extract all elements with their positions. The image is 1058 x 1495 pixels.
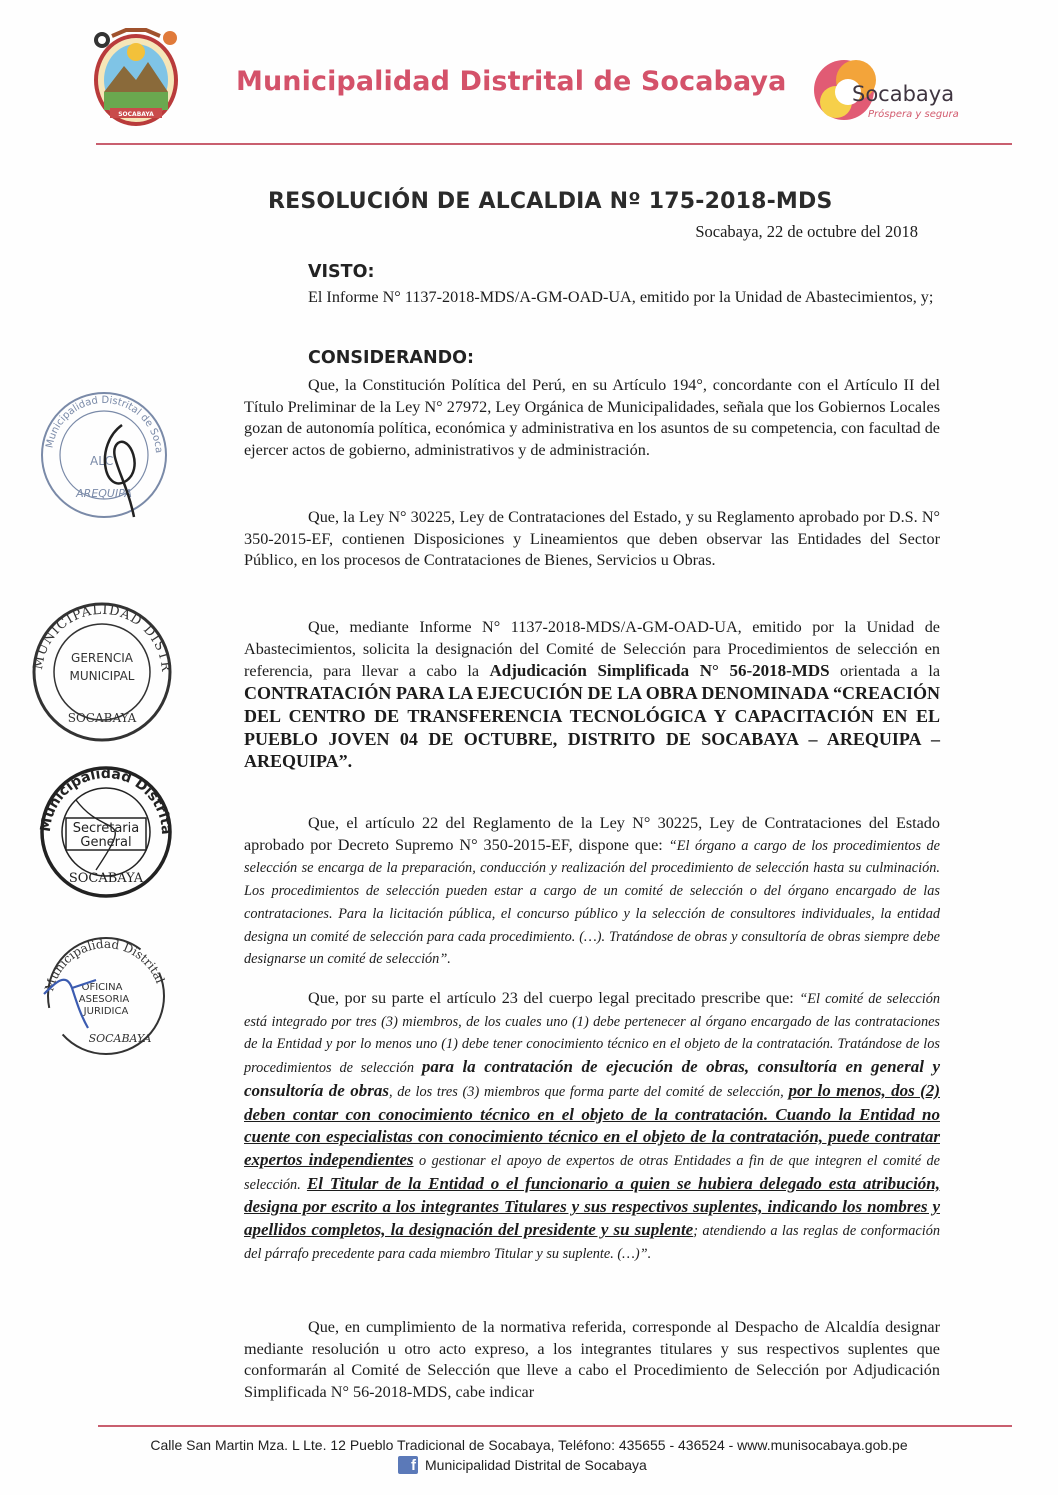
gerencia-stamp-line2: MUNICIPAL [69, 669, 135, 683]
secretaria-stamp-line1: Secretaria [72, 821, 140, 836]
alcaldia-stamp-ring-text: Municipalidad Distrital de Soca [44, 394, 165, 454]
gerencia-municipal-stamp [26, 596, 176, 746]
p5-bold-italic-1: para la contratación de ejecución de obras, consultoría en general y consultoría de obras [244, 1057, 940, 1100]
considerando-paragraph-2: Que, la Ley N° 30225, Ley de Contrataciones del Estado, y su Reglamento aprobado por D.S. N° 350-2015-EF, contienen Disposiciones y Lineamientos que deben observar las Entidades del Sector Público, en los procesos de Contrataciones de Bienes, Servicios u Obras. [244, 508, 940, 570]
asesoria-stamp-line1: OFICINA [81, 982, 123, 993]
asesoria-juridica-stamp [36, 932, 176, 1056]
asesoria-stamp-line3: JURIDICA [83, 1006, 129, 1017]
p5-quote-italic-2: , de los tres (3) miembros que forma parte del comité de selección, [388, 1083, 789, 1100]
secretaria-stamp-bottom: SOCABAYA [68, 871, 144, 886]
secretaria-general-stamp [36, 760, 176, 900]
p3-text-c: orientada a la [829, 662, 940, 681]
footer-divider [98, 1425, 1012, 1427]
p3-text-a: Que, mediante Informe N° 1137-2018-MDS/A-GM-OAD-UA, emitido por la Unidad de Abastecimientos, solicita la designación del Comité de Selección para Procedimientos de selección en referencia, para llevar a cabo la [244, 618, 940, 681]
p4-quote-italic: “El órgano a cargo de los procedimientos de selección se encarga de la preparación, conducción y realización del procedimiento de selección hasta su culminación. Los procedimientos de selección pueden estar a cargo de un comité de selección o del órgano encargado de las contrataciones. Para la licitación pública, el concurso público y la selección de consultores individuales, la entidad designa un comité de selección para cada procedimiento. (…). Tratándose de obras y consultoría de obras siempre debe designarse un comité de selección”. [244, 837, 941, 968]
brand-tagline: Próspera y segura [868, 109, 959, 120]
asesoria-stamp-ring-text: Municipalidad Distrital [42, 936, 168, 993]
header-divider [96, 143, 1012, 145]
p4-text-a: Que, el artículo 22 del Reglamento de la Ley N° 30225, Ley de Contrataciones del Estado aprobado por Decreto Supremo N° 350-2015-EF, dispone que: [244, 814, 940, 854]
asesoria-stamp-line2: ASESORIA [78, 994, 130, 1005]
resolution-title: RESOLUCIÓN DE ALCALDIA Nº 175-2018-MDS [268, 189, 833, 214]
resolution-date: Socabaya, 22 de octubre del 2018 [695, 222, 918, 241]
municipality-title: Municipalidad Distrital de Socabaya [236, 66, 787, 97]
p5-underlined-1: por lo menos, dos (2) deben contar con conocimiento técnico en el objeto de la contratación. Cuando la Entidad no cuente con especialistas con conocimiento técnico en el objeto de la contratación, puede contratar expertos independientes [244, 1080, 940, 1169]
p5-quote-italic-4: ; atendiendo a las reglas de conformación del párrafo precedente para cada miembro Titular y su suplente. (…)”. [244, 1223, 940, 1262]
gerencia-stamp-line1: GERENCIA [71, 651, 133, 665]
alcaldia-stamp-center: ALC [90, 454, 114, 468]
crest-ribbon-text: SOCABAYA [118, 111, 154, 118]
considerando-paragraph-1: Que, la Constitución Política del Perú, en su Artículo 194°, concordante con el Artículo II del Título Preliminar de la Ley N° 27972, Ley Orgánica de Municipalidades, señala que los Gobiernos Locales gozan de autonomía política, económica y administrativa en los asuntos de su competencia, con facultad de ejercer actos de gobierno, administrativos y de administración. [244, 376, 940, 460]
considerando-paragraph-3 [244, 617, 940, 774]
considerando-paragraph-4 [244, 813, 940, 971]
alcaldia-stamp-bottom: AREQUIPA [76, 487, 132, 500]
considerando-paragraph-6: Que, en cumplimiento de la normativa referida, corresponde al Despacho de Alcaldía designar mediante resolución u otro acto expreso, a los integrantes titulares y sus respectivos suplentes que conformarán al Comité de Selección que lleve a cabo el Procedimiento de Selección por Adjudicación Simplificada N° 56-2018-MDS, cabe indicar [244, 1318, 940, 1402]
considerando-paragraph-5 [244, 988, 940, 1265]
p5-quote-italic-1: “El comité de selección está integrado por tres (3) miembros, de los cuales uno (1) debe pertenecer al órgano encargado de las contrataciones de la Entidad y por lo menos uno (1) debe tener conocimiento técnico en el objeto de la contratación. Tratándose de los procedimientos de selección [244, 991, 940, 1077]
footer-address: Calle San Martin Mza. L Lte. 12 Pueblo Tradicional de Socabaya, Teléfono: 435655 - 436524 - www.munisocabaya.gob.pe [150, 1437, 908, 1453]
considerando-heading: CONSIDERANDO: [308, 348, 475, 368]
secretaria-stamp-ring-text: Municipalidad Distrita [37, 765, 175, 836]
visto-paragraph: El Informe N° 1137-2018-MDS/A-GM-OAD-UA, emitido por la Unidad de Abastecimientos, y; [308, 288, 934, 306]
gerencia-stamp-ring-text: MUNICIPALIDAD DISTR [30, 602, 174, 674]
asesoria-stamp-bottom: SOCABAYA [88, 1032, 152, 1045]
p3-obra-title-bold: CONTRATACIÓN PARA LA EJECUCIÓN DE LA OBRA DENOMINADA “CREACIÓN DEL CENTRO DE TRANSFERENCIA TECNOLÓGICA Y CAPACITACIÓN EN EL PUEBLO JOVEN 04 DE OCTUBRE, DISTRITO DE SOCABAYA – AREQUIPA – AREQUIPA”. [244, 683, 940, 772]
brand-name: Socabaya [852, 82, 955, 106]
secretaria-stamp-line2: General [80, 835, 132, 850]
visto-heading: VISTO: [308, 262, 375, 282]
p5-text-a: Que, por su parte el artículo 23 del cuerpo legal precitado prescribe que: [308, 989, 800, 1007]
footer-facebook[interactable] [398, 1456, 647, 1474]
facebook-icon: f [398, 1456, 418, 1474]
gerencia-stamp-bottom: SOCABAYA [67, 711, 137, 725]
p5-underlined-2: El Titular de la Entidad o el funcionario a quien se hubiera delegado esta atribución, designa por escrito a los integrantes Titulares y sus respectivos suplentes, indicando los nombres y apellidos completos, la designación del presidente y su suplente [244, 1173, 940, 1240]
p5-quote-italic-3: o gestionar el apoyo de expertos de otras Entidades a fin de que integren el comité de selección. [244, 1152, 940, 1193]
p3-adjudicacion-bold: Adjudicación Simplificada N° 56-2018-MDS [489, 661, 830, 681]
municipal-crest-logo [86, 22, 186, 130]
alcaldia-stamp [34, 385, 174, 525]
facebook-page-label: Municipalidad Distrital de Socabaya [425, 1457, 647, 1473]
mayor-signature [105, 425, 135, 517]
